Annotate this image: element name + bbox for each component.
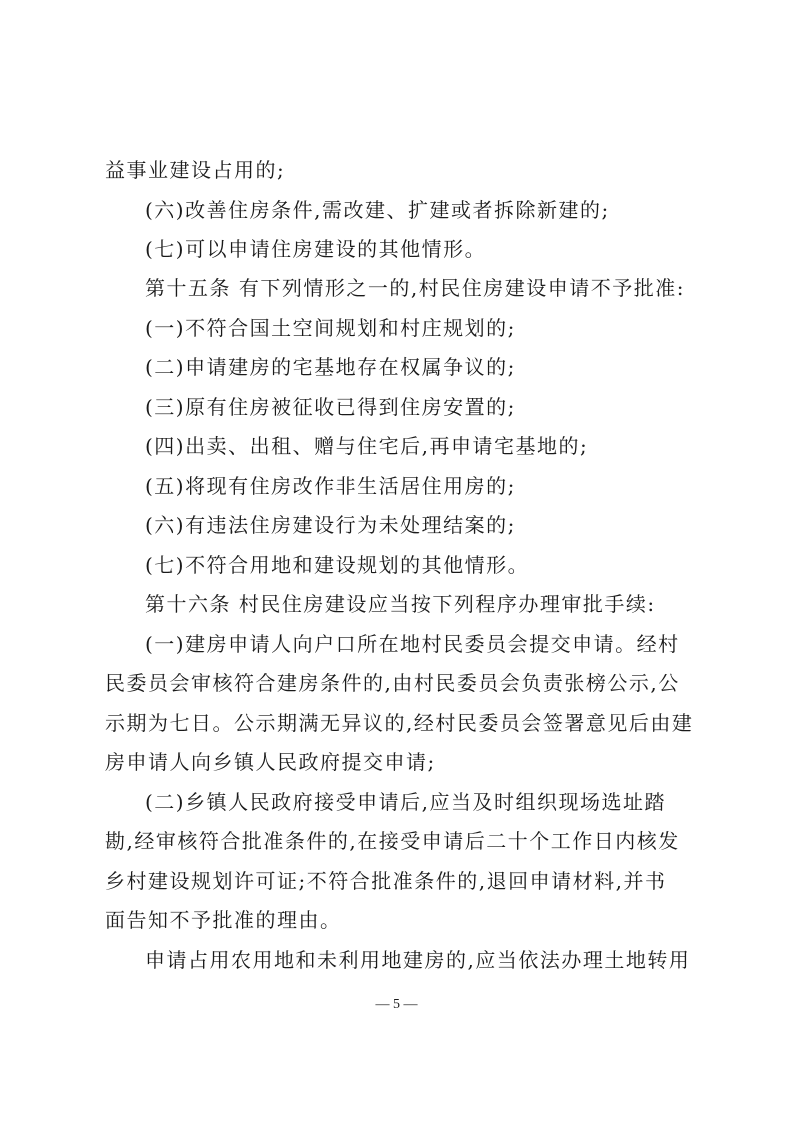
text-line: (五)将现有住房改作非生活居住用房的; <box>145 474 516 498</box>
text-line: 益事业建设占用的; <box>105 158 286 182</box>
text-line: (七)不符合用地和建设规划的其他情形。 <box>145 553 530 577</box>
text-line: (六)有违法住房建设行为未处理结案的; <box>145 513 516 537</box>
text-line: (七)可以申请住房建设的其他情形。 <box>145 237 487 261</box>
text-line: 面告知不予批准的理由。 <box>105 908 342 932</box>
article-heading: 第十五条 有下列情形之一的,村民住房建设申请不予批准: <box>145 276 685 300</box>
text-line: 民委员会审核符合建房条件的,由村民委员会负责张榜公示,公 <box>105 671 680 695</box>
text-line: (二)乡镇人民政府接受申请后,应当及时组织现场选址踏 <box>145 790 666 814</box>
text-line: 房申请人向乡镇人民政府提交申请; <box>105 750 436 774</box>
text-line: 示期为七日。公示期满无异议的,经村民委员会签署意见后由建 <box>105 711 694 735</box>
page-number: — 5 — <box>375 997 418 1012</box>
text-line: (一)不符合国土空间规划和村庄规划的; <box>145 316 516 340</box>
article-heading: 第十六条 村民住房建设应当按下列程序办理审批手续: <box>145 592 656 616</box>
text-line: (六)改善住房条件,需改建、扩建或者拆除新建的; <box>145 198 610 222</box>
text-line: 申请占用农用地和未利用地建房的,应当依法办理土地转用 <box>145 948 691 972</box>
text-line: 乡村建设规划许可证;不符合批准条件的,退回申请材料,并书 <box>105 869 667 893</box>
text-line: (四)出卖、出租、赠与住宅后,再申请宅基地的; <box>145 434 589 458</box>
text-line: (三)原有住房被征收已得到住房安置的; <box>145 395 516 419</box>
text-line: (一)建房申请人向户口所在地村民委员会提交申请。经村 <box>145 632 680 656</box>
text-line: (二)申请建房的宅基地存在权属争议的; <box>145 355 516 379</box>
text-line: 勘,经审核符合批准条件的,在接受申请后二十个工作日内核发 <box>105 829 680 853</box>
